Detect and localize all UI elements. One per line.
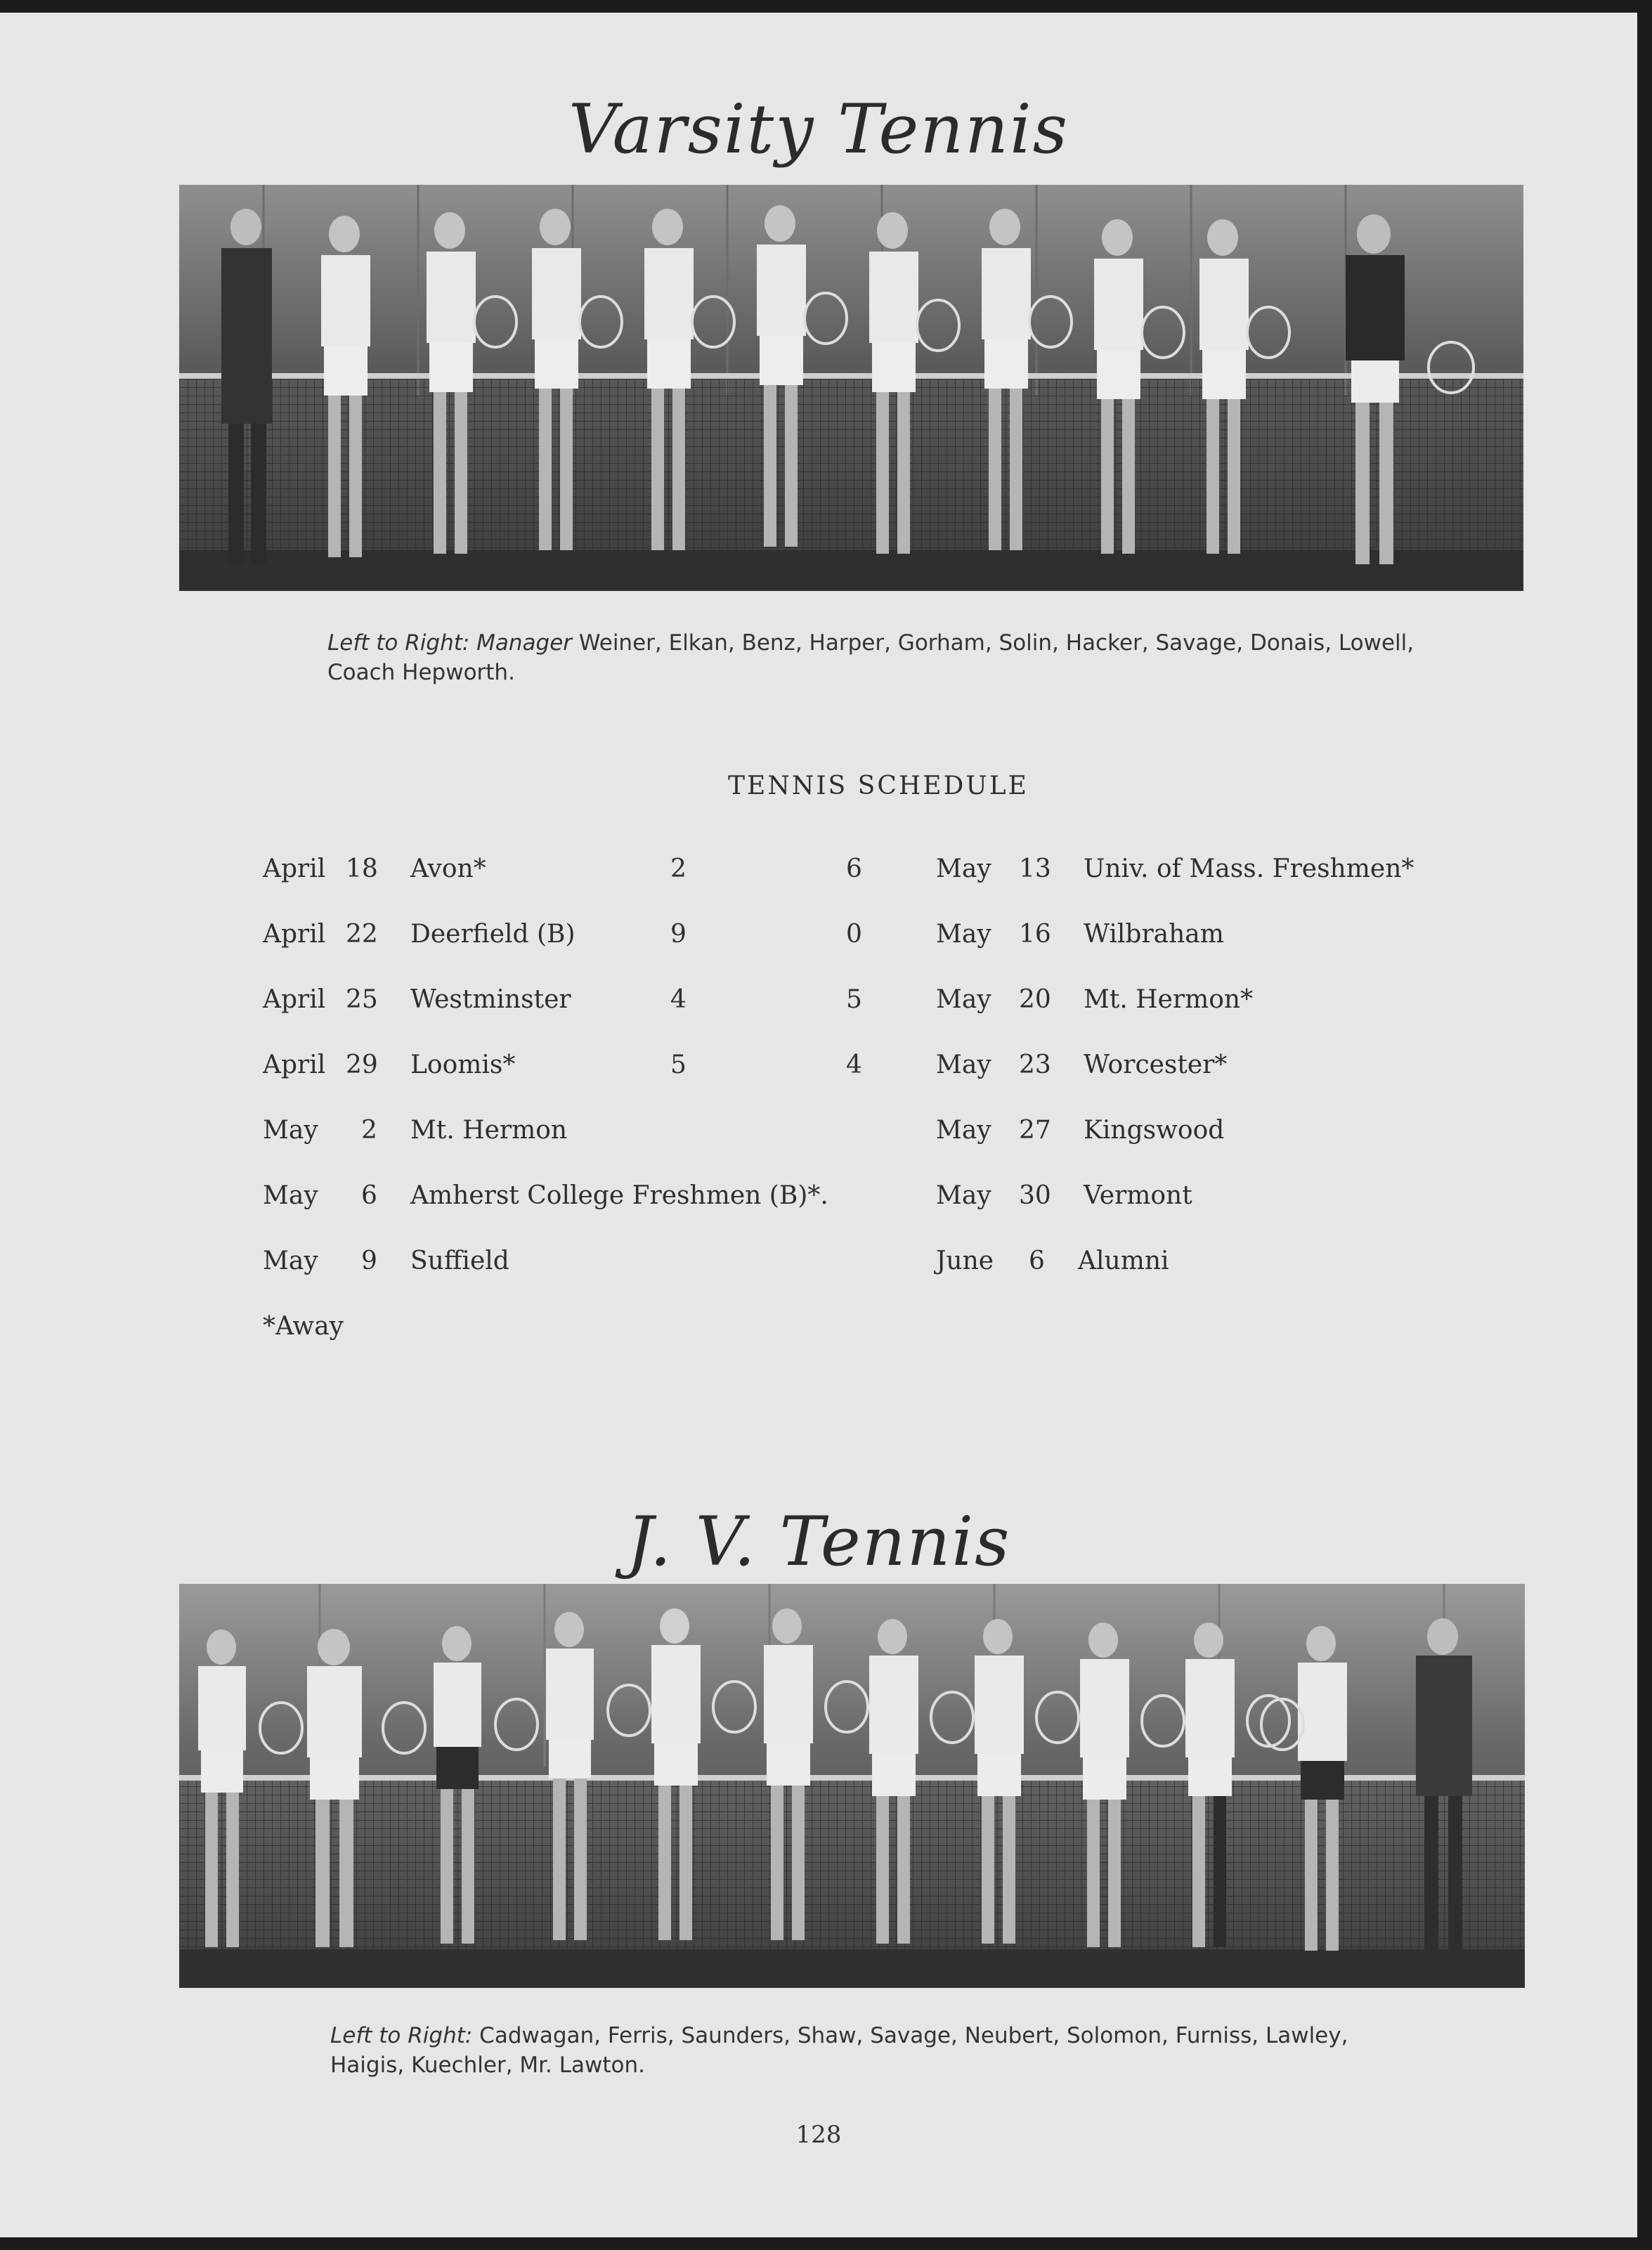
jv-caption <box>330 2021 1426 2080</box>
row-opponent: Worcester* <box>1084 1051 1228 1079</box>
row-day: 27 <box>1019 1116 1051 1145</box>
schedule-row <box>936 920 1498 955</box>
row-score-home: 5 <box>670 1051 687 1079</box>
row-day: 6 <box>1029 1247 1045 1275</box>
row-opponent: Mt. Hermon* <box>1084 985 1254 1014</box>
schedule-row <box>263 854 895 890</box>
row-month: April <box>263 920 326 949</box>
row-score-home: 9 <box>670 920 687 949</box>
row-day: 16 <box>1019 920 1051 949</box>
row-opponent: Univ. of Mass. Freshmen* <box>1084 854 1414 883</box>
schedule-row <box>936 1116 1498 1151</box>
row-day: 9 <box>361 1247 377 1275</box>
row-opponent: Avon* <box>410 854 486 883</box>
schedule-row <box>263 985 895 1020</box>
row-day: 6 <box>361 1181 377 1210</box>
row-day: 22 <box>346 920 378 949</box>
row-month: May <box>936 1116 991 1145</box>
schedule-row <box>936 985 1498 1020</box>
row-day: 20 <box>1019 985 1051 1014</box>
row-opponent: Suffield <box>410 1247 509 1275</box>
row-opponent: Loomis* <box>410 1051 516 1079</box>
row-month: May <box>263 1116 318 1145</box>
schedule-row <box>936 1181 1498 1216</box>
varsity-caption-lead: Left to Right: Manager <box>327 630 573 656</box>
schedule-row <box>263 1051 895 1086</box>
schedule-row <box>263 920 895 955</box>
schedule-heading: TENNIS SCHEDULE <box>728 772 1029 800</box>
row-score-home: 4 <box>670 985 687 1014</box>
jv-title: J. V. Tennis <box>626 1502 1011 1581</box>
row-month: May <box>263 1181 318 1210</box>
row-score-home: 2 <box>670 854 687 883</box>
varsity-caption-names: Weiner, Elkan, Benz, Harper, Gorham, Solin, Hacker, Savage, Donais, Lowell, Coach Hepworth. <box>327 630 1414 685</box>
row-score-away: 5 <box>846 985 862 1014</box>
schedule-row <box>936 1051 1498 1086</box>
row-opponent: Deerfield (B) <box>410 920 575 949</box>
row-month: May <box>263 1247 318 1275</box>
row-month: May <box>936 920 991 949</box>
row-opponent: Wilbraham <box>1084 920 1224 949</box>
schedule-row <box>936 1247 1498 1282</box>
varsity-team-photo <box>179 185 1523 591</box>
row-month: May <box>936 1181 991 1210</box>
row-day: 29 <box>346 1051 378 1079</box>
row-month: April <box>263 985 326 1014</box>
jv-team-photo-image <box>179 1584 1525 1988</box>
varsity-title: Varsity Tennis <box>568 90 1069 169</box>
row-opponent: Alumni <box>1078 1247 1169 1275</box>
jv-team-photo <box>179 1584 1525 1988</box>
yearbook-page <box>0 13 1637 2237</box>
row-day: 23 <box>1019 1051 1051 1079</box>
row-score-away: 4 <box>846 1051 862 1079</box>
away-footnote: *Away <box>263 1312 344 1341</box>
row-opponent: Westminster <box>410 985 571 1014</box>
row-opponent: Amherst College Freshmen (B)*. <box>410 1181 828 1210</box>
row-day: 2 <box>361 1116 377 1145</box>
row-day: 18 <box>346 854 378 883</box>
row-month: May <box>936 1051 991 1079</box>
row-score-away: 0 <box>846 920 862 949</box>
row-opponent: Mt. Hermon <box>410 1116 568 1145</box>
row-month: May <box>936 985 991 1014</box>
row-month: May <box>936 854 991 883</box>
page-number: 128 <box>795 2121 842 2149</box>
varsity-caption <box>327 628 1424 687</box>
row-month: April <box>263 1051 326 1079</box>
row-day: 30 <box>1019 1181 1051 1210</box>
row-opponent: Vermont <box>1084 1181 1192 1210</box>
row-month: June <box>936 1247 994 1275</box>
varsity-team-photo-image <box>179 185 1523 591</box>
row-opponent: Kingswood <box>1084 1116 1225 1145</box>
schedule-row <box>936 854 1498 890</box>
schedule-row <box>263 1247 895 1282</box>
row-day: 13 <box>1019 854 1051 883</box>
row-score-away: 6 <box>846 854 862 883</box>
schedule-row <box>263 1116 895 1151</box>
jv-caption-names: Cadwagan, Ferris, Saunders, Shaw, Savage, Neubert, Solomon, Furniss, Lawley, Haigis, Kuechler, Mr. Lawton. <box>330 2023 1348 2078</box>
schedule-row <box>263 1181 895 1216</box>
jv-caption-lead: Left to Right: <box>330 2023 473 2048</box>
row-month: April <box>263 854 326 883</box>
row-day: 25 <box>346 985 378 1014</box>
